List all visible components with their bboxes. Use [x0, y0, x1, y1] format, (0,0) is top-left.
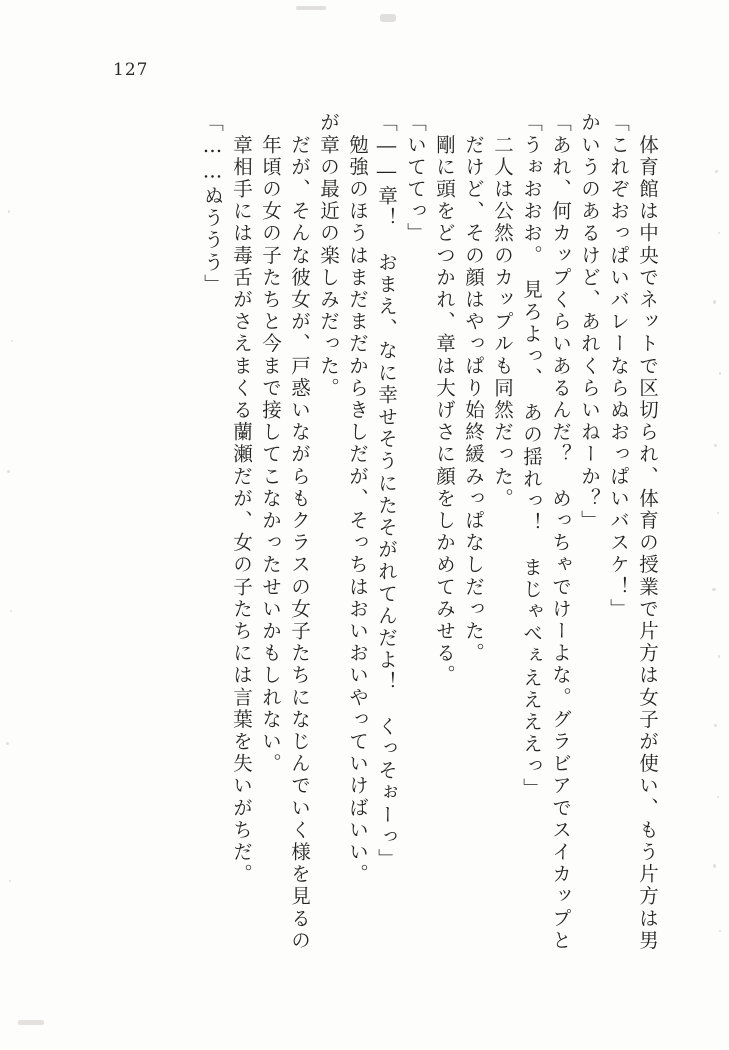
text-line: 「……ぬううう」: [201, 112, 224, 296]
text-line: 「いててっ」: [404, 112, 427, 245]
text-line: 二人は公然のカップルも同然だった。: [491, 112, 514, 510]
text-line: かいうのあるけど、あれくらいねーか？」: [578, 112, 601, 532]
text-line: だが、そんな彼女が、戸惑いながらもクラスの女子たちになじんでいく様を見るの: [288, 112, 311, 952]
scan-speck: [6, 742, 9, 745]
scan-speck: [713, 300, 716, 304]
scan-speck: [719, 372, 721, 375]
scan-speck: [9, 880, 11, 882]
text-line: 勉強のほうはまだまだからきしだが、そっちはおいおいやっていけばいい。: [346, 112, 369, 886]
scan-speck: [717, 512, 719, 514]
text-line: が章の最近の楽しみだった。: [317, 112, 340, 400]
scan-speck: [10, 610, 12, 612]
scan-speck: [719, 930, 721, 932]
scan-speck: [8, 210, 10, 213]
scan-speck: [718, 232, 720, 234]
scan-speck: [717, 796, 719, 798]
text-line: だけど、その顔はやっぱり始終緩みっぱなしだった。: [462, 112, 485, 665]
scan-speck: [7, 470, 10, 473]
text-line: 年頃の女の子たちと今まで接してこなかったせいかもしれない。: [259, 112, 282, 775]
text-line: 「あれ、何カップくらいあるんだ？ めっちゃでけーよな。グラビアでスイカップと: [549, 112, 572, 952]
scan-artifact-top-center: [380, 14, 396, 22]
scan-speck: [11, 340, 13, 342]
scan-speck: [713, 864, 716, 868]
page-number: 127: [113, 60, 149, 80]
scan-speck: [712, 588, 716, 591]
scan-speck: [715, 170, 718, 173]
scan-speck: [714, 724, 717, 727]
text-line: 「うぉおおお。 見ろよっ、 あの揺れっ！ まじゃべぇええええっ」: [520, 112, 543, 800]
vertical-text-body: [193, 112, 657, 967]
text-line: 「――章！ おまえ、なに幸せそうにたそがれてんだよ！ くっそぉーっ」: [375, 112, 398, 871]
scan-speck: [714, 444, 717, 447]
text-line: 「これぞおっぱいバレーならぬおっぱいバスケ！」: [607, 112, 630, 621]
text-line: 剛に頭をどつかれ、章は大げさに顔をしかめてみせる。: [433, 112, 456, 687]
scan-speck: [718, 655, 720, 658]
scan-artifact-top-left: [296, 6, 326, 10]
text-line: 章相手には毒舌がさえまくる蘭瀬だが、女の子たちには言葉を失いがちだ。: [230, 112, 253, 886]
text-line: 体育館は中央でネットで区切られ、体育の授業で片方は女子が使い、もう片方は男: [636, 112, 659, 952]
scan-artifact-bottom-left: [18, 1020, 44, 1025]
